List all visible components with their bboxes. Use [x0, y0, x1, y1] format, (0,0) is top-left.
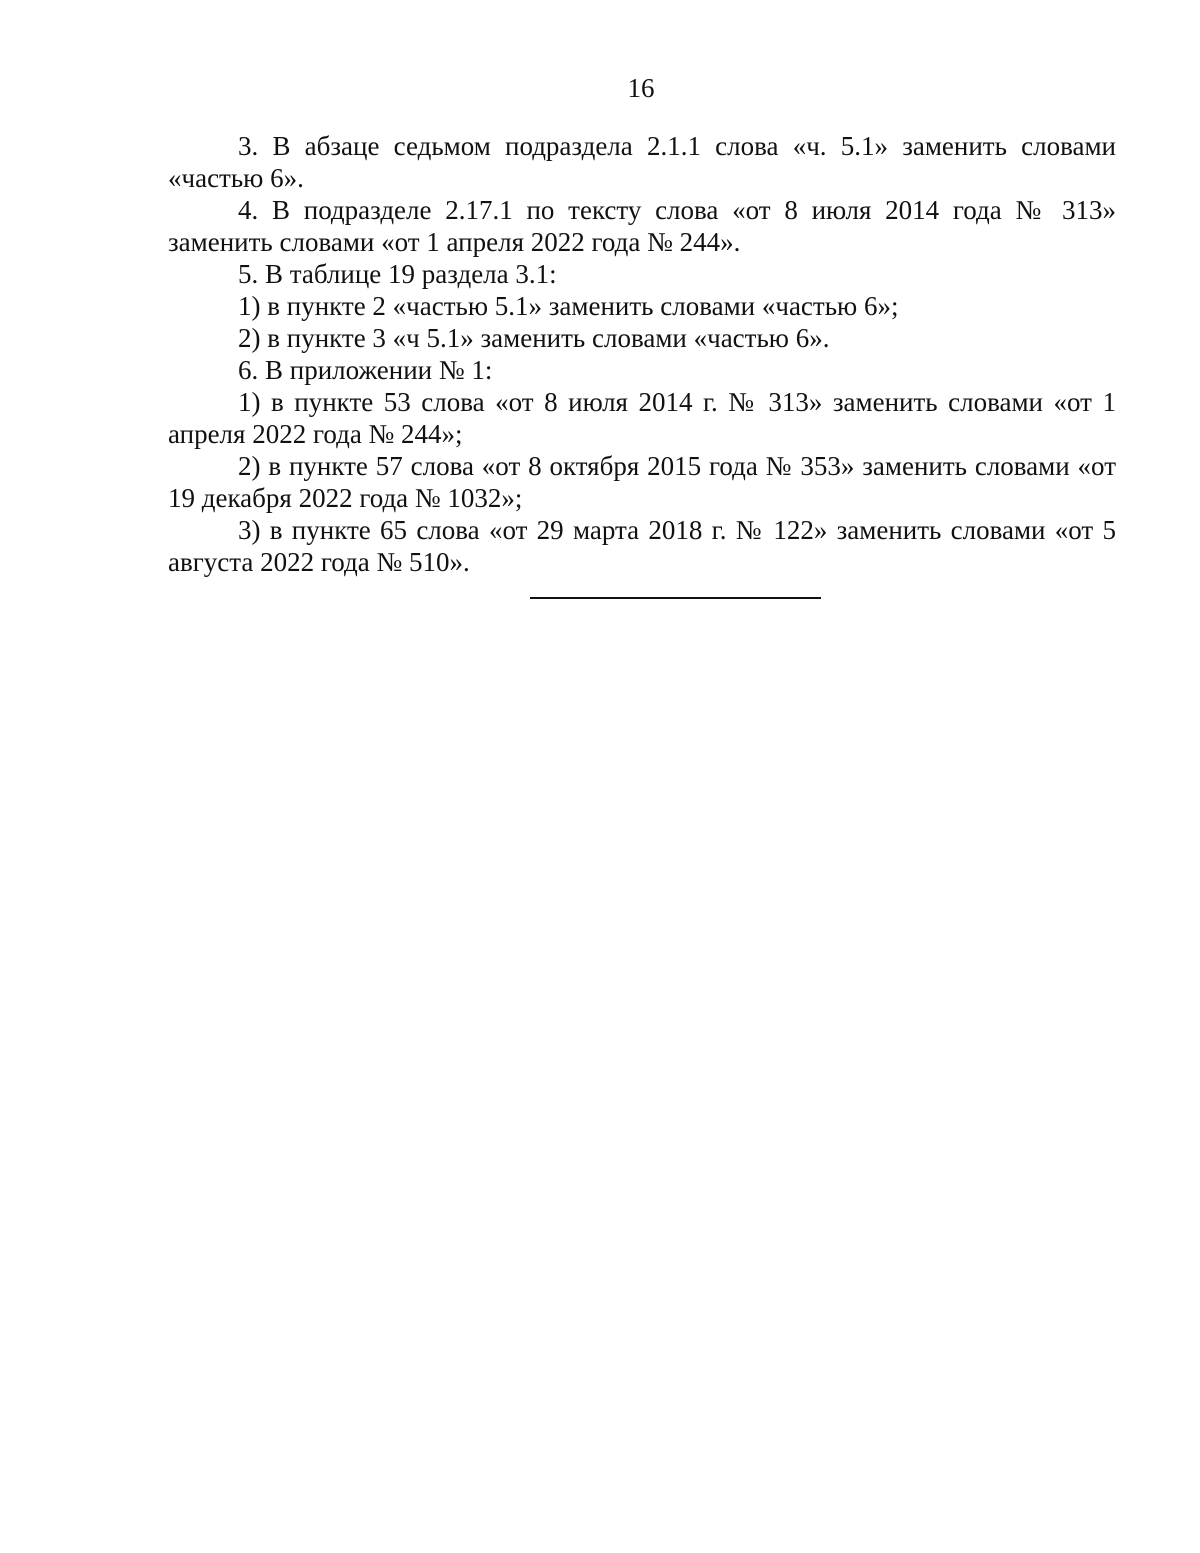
paragraph-5-item-2: 2) в пункте 3 «ч 5.1» заменить словами «частью 6».	[238, 323, 830, 353]
paragraph-6-item-3: 3) в пункте 65 слова «от 29 марта 2018 г. № 122» заменить словами «от 5 августа 2022 года № 510».	[168, 515, 1116, 577]
paragraph-5-item-1: 1) в пункте 2 «частью 5.1» заменить словами «частью 6»;	[238, 291, 899, 321]
paragraph-6-item-2: 2) в пункте 57 слова «от 8 октября 2015 года № 353» заменить словами «от 19 декабря 2022 года № 1032»;	[168, 451, 1116, 513]
document-body	[168, 130, 1116, 578]
paragraph-5: 5. В таблице 19 раздела 3.1:	[238, 259, 557, 289]
end-divider-line	[530, 597, 821, 599]
paragraph-3: 3. В абзаце седьмом подраздела 2.1.1 слова «ч. 5.1» заменить словами «частью 6».	[168, 131, 1116, 193]
paragraph-4: 4. В подразделе 2.17.1 по тексту слова «от 8 июля 2014 года № 313» заменить словами «от 1 апреля 2022 года № 244».	[168, 195, 1116, 257]
paragraph-6-item-1: 1) в пункте 53 слова «от 8 июля 2014 г. № 313» заменить словами «от 1 апреля 2022 года № 244»;	[168, 387, 1116, 449]
paragraph-6: 6. В приложении № 1:	[238, 355, 493, 385]
page-number: 16	[627, 73, 655, 103]
